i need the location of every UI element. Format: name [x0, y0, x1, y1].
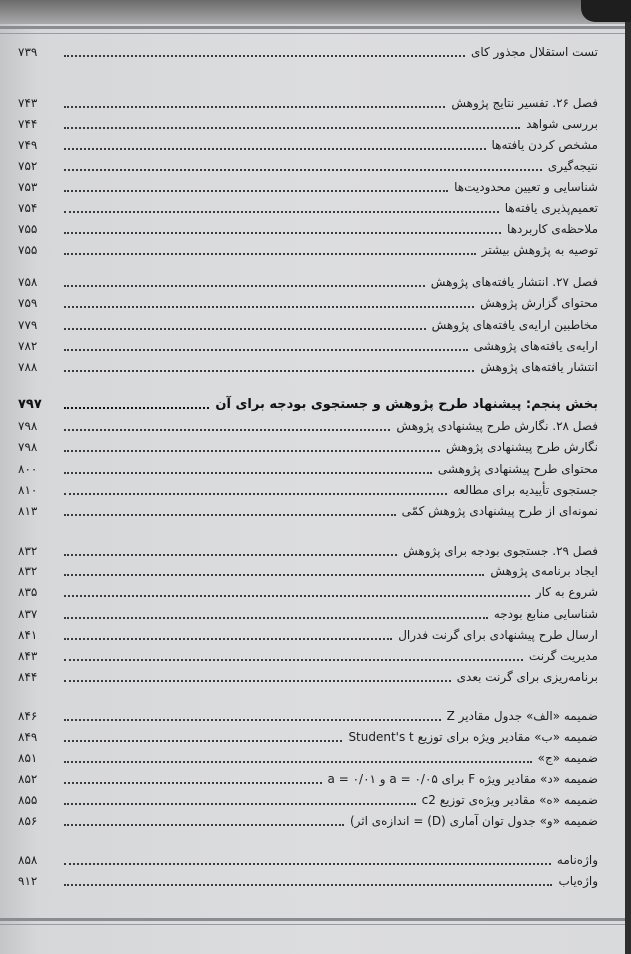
page-number: ۷۴۹: [18, 138, 38, 152]
toc-entry: [18, 871, 598, 891]
dot-leader: [64, 168, 542, 171]
page-number: ۸۳۵: [18, 585, 38, 599]
page-number: ۸۵۸: [18, 853, 38, 867]
entry-title: ضمیمه «ه» مقادیر ویژه‌ی توزیع c2: [421, 793, 598, 807]
entry-title: واژه‌نامه: [556, 853, 598, 867]
toc-entry: [18, 293, 598, 313]
entry-title: فصل ۲۶. تفسیر نتایج پژوهش: [451, 96, 598, 110]
page-number: ۷۹۸: [18, 440, 38, 454]
entry-title: بخش پنجم: پیشنهاد طرح پژوهش و جستجوی بودجه برای آن: [215, 396, 598, 412]
page-number: ۷۵۲: [18, 159, 38, 173]
toc-appendix-entry: [18, 790, 598, 810]
dot-leader: [64, 781, 322, 784]
toc-entry: [18, 135, 598, 155]
page-number: ۸۳۲: [18, 564, 38, 578]
toc-chapter-entry: [18, 541, 598, 561]
dot-leader: [64, 553, 397, 556]
entry-title: واژه‌یاب: [558, 874, 598, 888]
entry-title: توصیه به پژوهش بیشتر: [481, 243, 598, 257]
toc-entry: [18, 625, 598, 645]
dot-leader: [64, 54, 465, 57]
entry-title: نتیجه‌گیری: [547, 159, 598, 173]
page-number: ۸۴۶: [18, 709, 38, 723]
entry-title: ارسال طرح پیشنهادی برای گرنت فدرال: [398, 628, 598, 642]
toc-entry: [18, 646, 598, 666]
dot-leader: [64, 348, 468, 351]
entry-title: بررسی شواهد: [526, 117, 598, 131]
entry-title: شناسایی و تعیین محدودیت‌ها: [454, 180, 598, 194]
dot-leader: [64, 513, 396, 516]
page-number: ۷۷۹: [18, 318, 38, 332]
dot-leader: [64, 105, 445, 108]
toc-entry: [18, 156, 598, 176]
dot-leader: [64, 883, 552, 886]
toc-entry: [18, 198, 598, 218]
entry-title: محتوای گزارش پژوهش: [480, 296, 598, 310]
dot-leader: [64, 658, 523, 661]
entry-title: فصل ۲۷. انتشار یافته‌های پژوهش: [430, 275, 598, 289]
entry-title: فصل ۲۸. نگارش طرح پیشنهادی پژوهش: [396, 419, 598, 433]
entry-title: شروع به کار: [535, 585, 598, 599]
dot-leader: [64, 802, 416, 805]
page-number: ۷۹۸: [18, 419, 38, 433]
page-number: ۹۱۲: [18, 874, 38, 888]
page-number: ۷۵۴: [18, 201, 38, 215]
page-number: ۷۵۹: [18, 296, 38, 310]
page-number: ۸۵۶: [18, 814, 38, 828]
page-number: ۷۹۷: [18, 396, 42, 412]
dot-leader: [64, 406, 209, 409]
page-number: ۷۵۳: [18, 180, 38, 194]
page-number: ۷۴۳: [18, 96, 38, 110]
toc-entry: [18, 315, 598, 335]
entry-title: ارایه‌ی یافته‌های پژوهشی: [473, 339, 598, 353]
entry-title: ایجاد برنامه‌ی پژوهش: [490, 564, 598, 578]
entry-title: ضمیمه «د» مقادیر ویژه F برای ۰/۰۵ = a و ۰/۰۱ = a: [327, 772, 598, 786]
toc-entry: [18, 336, 598, 356]
entry-title: ضمیمه «ب» مقادیر ویژه برای توزیع Student's t: [348, 730, 598, 744]
toc-entry: [18, 604, 598, 624]
dot-leader: [64, 862, 551, 865]
entry-title: نمونه‌ای از طرح پیشنهادی پژوهش کمّی: [401, 504, 598, 518]
page-number: ۸۵۵: [18, 793, 38, 807]
dot-leader: [64, 189, 448, 192]
entry-title: ملاحظه‌ی کاربردها: [507, 222, 598, 236]
toc-entry: [18, 437, 598, 457]
entry-title: تست استقلال مجذور کای: [470, 45, 598, 59]
page-number: ۸۳۷: [18, 607, 38, 621]
page-number: ۷۵۵: [18, 243, 38, 257]
toc-entry: [18, 42, 598, 62]
dot-leader: [64, 327, 426, 330]
page-number: ۸۳۲: [18, 544, 38, 558]
page-number: ۸۴۴: [18, 670, 38, 684]
toc-entry: [18, 357, 598, 377]
page-number: ۸۴۳: [18, 649, 38, 663]
page-number: ۷۸۸: [18, 360, 38, 374]
page-number: ۸۵۱: [18, 751, 38, 765]
dot-leader: [64, 573, 484, 576]
entry-title: شناسایی منابع بودجه: [493, 607, 598, 621]
toc-chapter-entry: [18, 272, 598, 292]
toc-part-entry: [18, 394, 598, 414]
toc-chapter-entry: [18, 93, 598, 113]
toc-entry: [18, 240, 598, 260]
toc-entry: [18, 219, 598, 239]
toc-appendix-entry: [18, 769, 598, 789]
toc-appendix-entry: [18, 748, 598, 768]
toc-appendix-entry: [18, 706, 598, 726]
page-number: ۸۰۰: [18, 462, 38, 476]
dot-leader: [64, 594, 530, 597]
page-number: ۸۵۲: [18, 772, 38, 786]
dot-leader: [64, 284, 425, 287]
toc-entry: [18, 667, 598, 687]
page-number: ۸۱۰: [18, 483, 38, 497]
page-number: ۸۴۹: [18, 730, 38, 744]
dot-leader: [64, 471, 432, 474]
dot-leader: [64, 305, 474, 308]
dot-leader: [64, 126, 520, 129]
dot-leader: [64, 231, 501, 234]
entry-title: محتوای طرح پیشنهادی پژوهشی: [437, 462, 598, 476]
dot-leader: [64, 428, 390, 431]
dot-leader: [64, 369, 474, 372]
dot-leader: [64, 252, 476, 255]
page-number: ۷۵۸: [18, 275, 38, 289]
page-number: ۷۳۹: [18, 45, 38, 59]
toc-chapter-entry: [18, 416, 598, 436]
page-number: ۸۱۳: [18, 504, 38, 518]
entry-title: ضمیمه «الف» جدول مقادیر Z: [446, 709, 598, 723]
toc-entry: [18, 480, 598, 500]
dot-leader: [64, 616, 488, 619]
page-number: ۷۵۵: [18, 222, 38, 236]
dot-leader: [64, 449, 440, 452]
dot-leader: [64, 147, 486, 150]
dot-leader: [64, 823, 344, 826]
entry-title: برنامه‌ریزی برای گرنت بعدی: [456, 670, 598, 684]
dot-leader: [64, 637, 392, 640]
entry-title: مدیریت گرنت: [528, 649, 598, 663]
entry-title: جستجوی تأییدیه برای مطالعه: [452, 483, 598, 497]
entry-title: فصل ۲۹. جستجوی بودجه برای پژوهش: [403, 544, 598, 558]
toc-entry: [18, 582, 598, 602]
page-number: ۷۸۲: [18, 339, 38, 353]
dot-leader: [64, 739, 342, 742]
toc-entry: [18, 561, 598, 581]
dot-leader: [64, 679, 451, 682]
entry-title: انتشار یافته‌های پژوهش: [480, 360, 598, 374]
dot-leader: [64, 210, 499, 213]
toc-appendix-entry: [18, 811, 598, 831]
entry-title: نگارش طرح پیشنهادی پژوهش: [445, 440, 598, 454]
toc-appendix-entry: [18, 727, 598, 747]
dot-leader: [64, 492, 447, 495]
toc-entry: [18, 177, 598, 197]
entry-title: مشخص کردن یافته‌ها: [491, 138, 598, 152]
dot-leader: [64, 760, 532, 763]
toc-entry: [18, 850, 598, 870]
toc-entry: [18, 459, 598, 479]
entry-title: ضمیمه «و» جدول توان آماری (D) = اندازه‌ی اثر): [349, 814, 598, 828]
entry-title: مخاطبین ارایه‌ی یافته‌های پژوهش: [431, 318, 598, 332]
toc-entry: [18, 501, 598, 521]
entry-title: ضمیمه «ج»: [537, 751, 598, 765]
page-number: ۷۴۴: [18, 117, 38, 131]
toc-entry: [18, 114, 598, 134]
entry-title: تعمیم‌پذیری یافته‌ها: [504, 201, 598, 215]
dot-leader: [64, 718, 441, 721]
page-number: ۸۴۱: [18, 628, 38, 642]
